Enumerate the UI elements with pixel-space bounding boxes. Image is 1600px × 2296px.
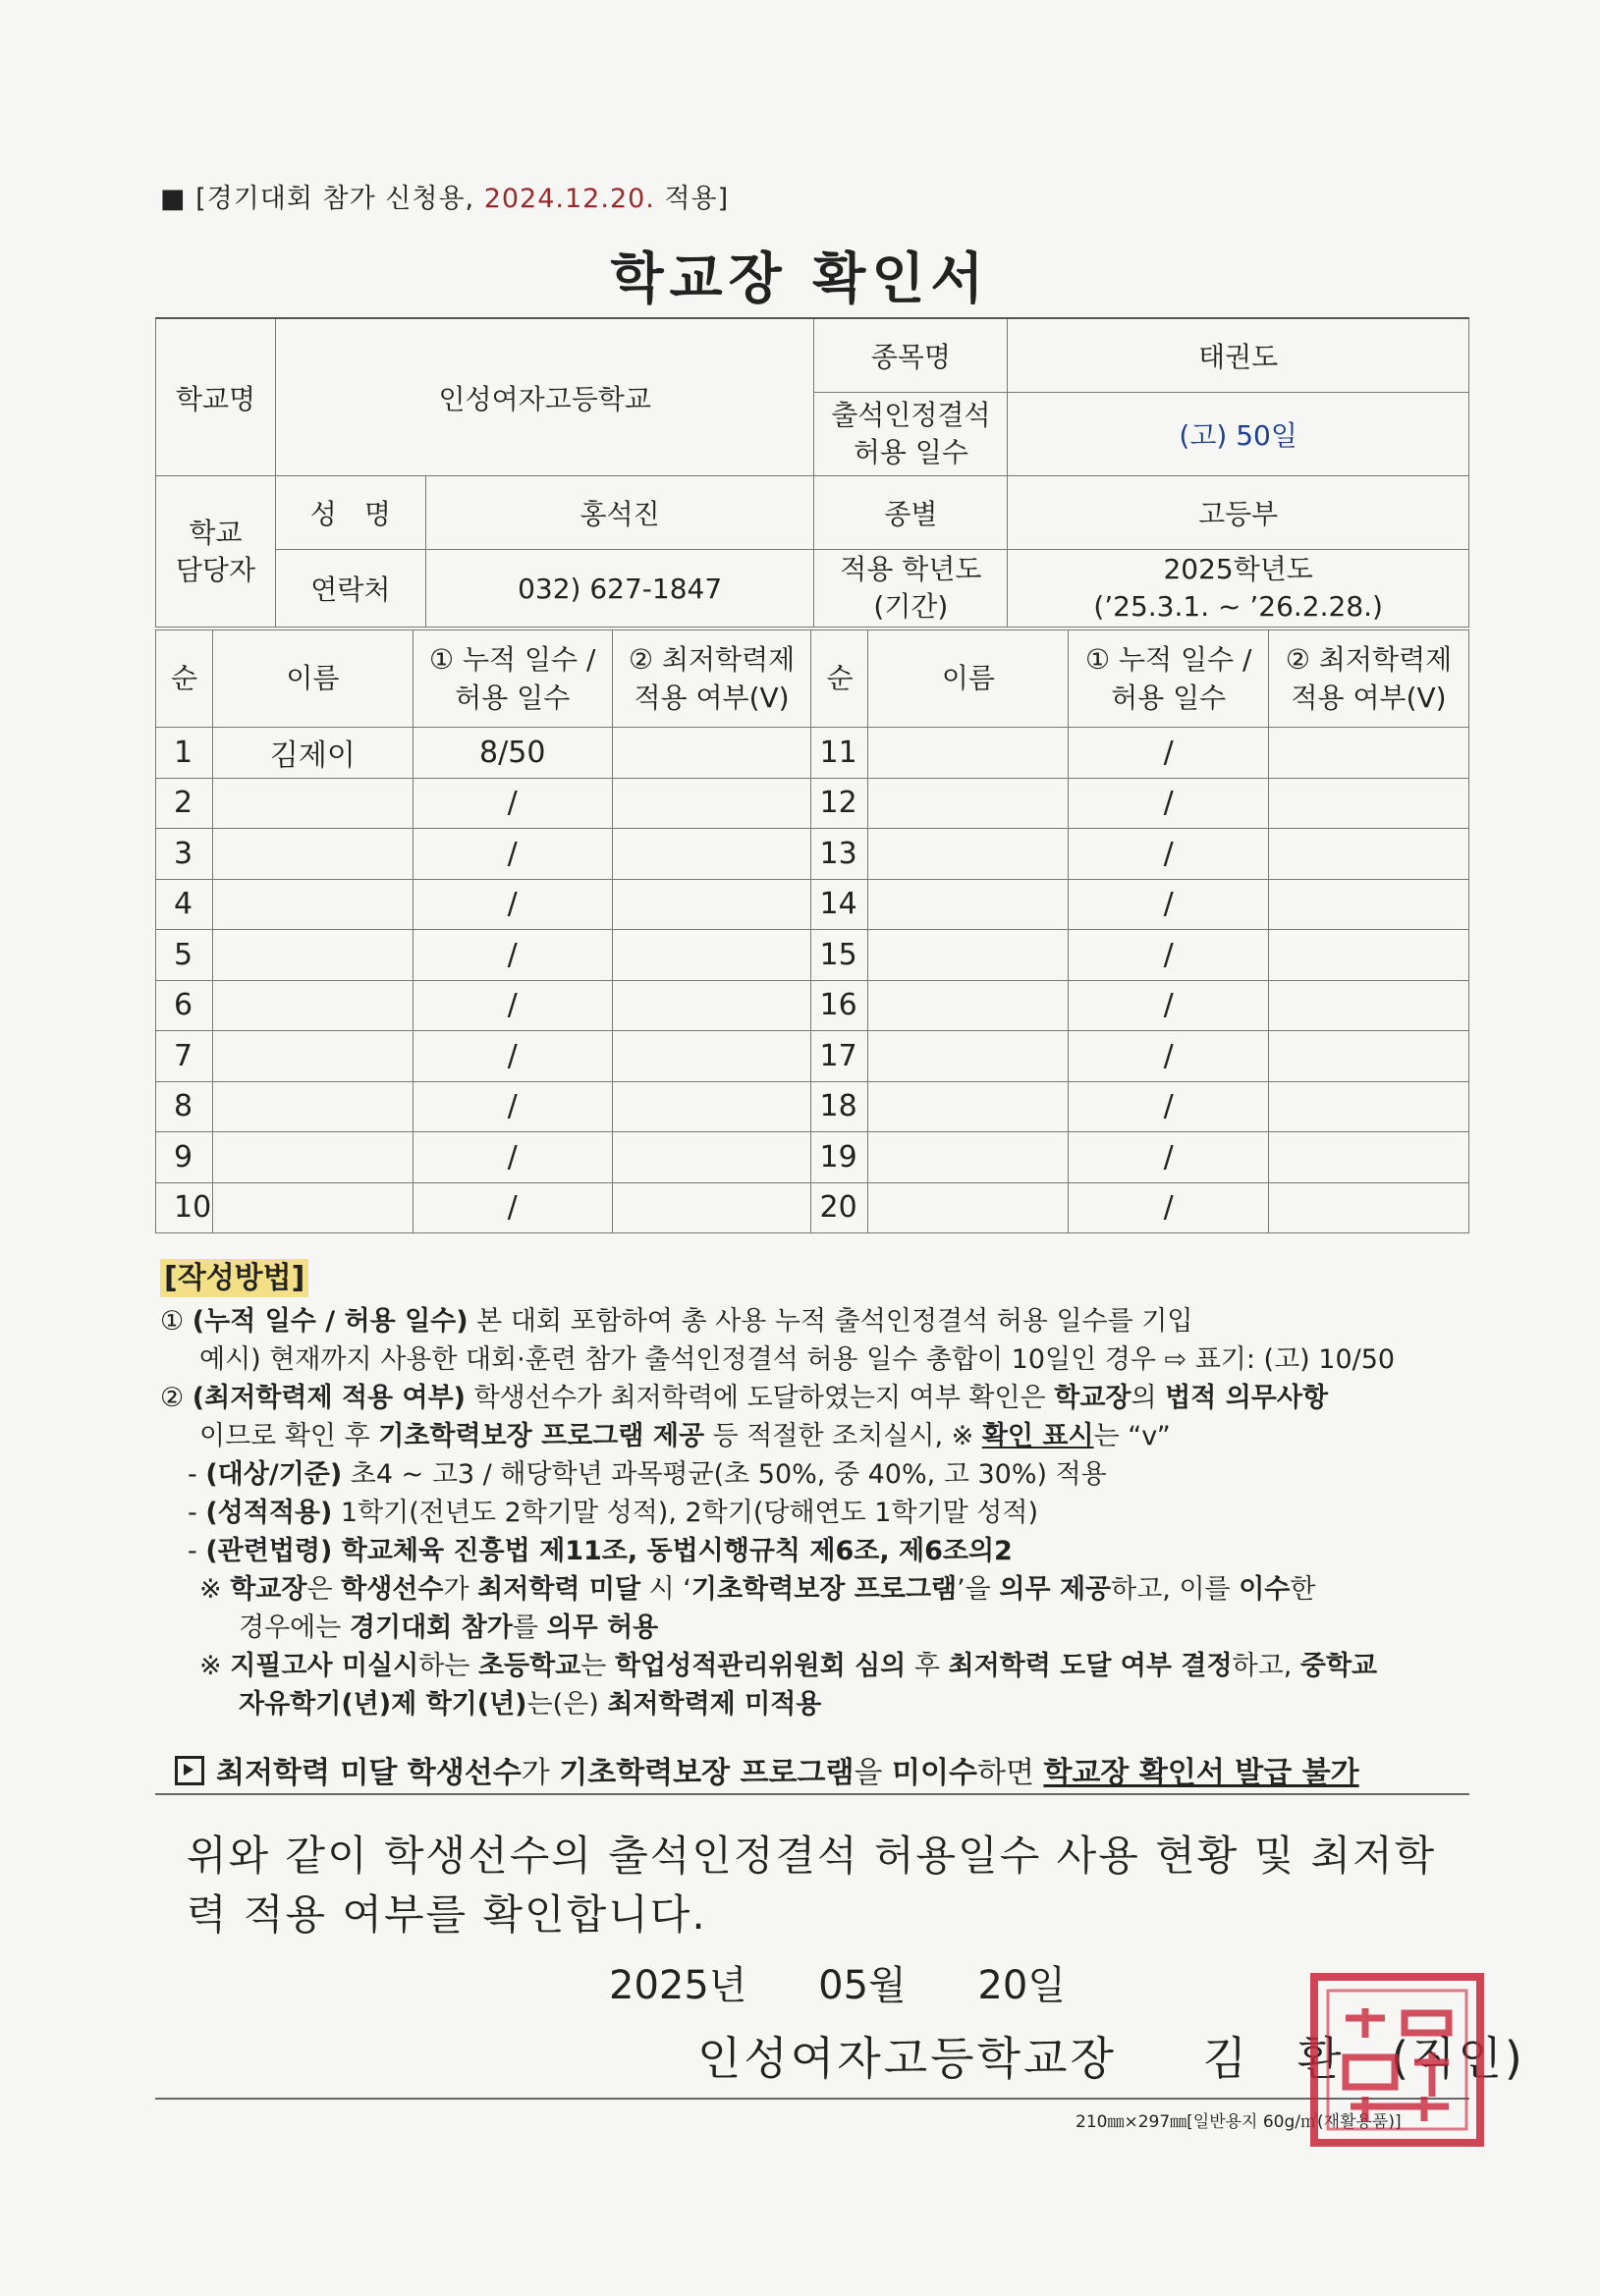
col-min-2-line1: ② 최저학력제 xyxy=(1285,642,1453,676)
final-e: 미이수 xyxy=(892,1756,977,1790)
table-row xyxy=(156,778,1469,829)
row-no: 5 xyxy=(156,930,213,981)
m-l3c: 학생선수가 최저학력에 도달하였는지 여부 확인은 xyxy=(466,1383,1055,1413)
col-days-2-line2: 허용 일수 xyxy=(1111,682,1227,714)
row-name-2 xyxy=(868,930,1069,981)
row-days-2: / xyxy=(1069,778,1269,829)
row-no: 4 xyxy=(156,879,213,930)
row-no-2: 19 xyxy=(811,1132,868,1183)
arrow-box-icon xyxy=(175,1756,204,1785)
row-min xyxy=(612,778,811,829)
row-no-2: 14 xyxy=(811,879,868,930)
page-title: 학교장 확인서 xyxy=(610,247,990,311)
issue-date xyxy=(609,1954,1066,2010)
row-days-2: / xyxy=(1069,930,1269,981)
confirm-text: 위와 같이 학생선수의 출석인정결석 허용일수 사용 현황 및 최저학력 적용 여부를 확인합니다. xyxy=(187,1831,1437,1939)
staff-label xyxy=(156,476,276,628)
allow-label-line2: 허용 일수 xyxy=(853,436,968,468)
allow-value: (고) 50일 xyxy=(1008,393,1469,476)
row-days: / xyxy=(413,1182,612,1233)
col-min-line1: ② 최저학력제 xyxy=(628,642,796,676)
row-min xyxy=(612,1182,811,1233)
col-days-line2: 허용 일수 xyxy=(455,682,571,714)
row-name xyxy=(212,930,413,981)
row-no-2: 13 xyxy=(811,829,868,880)
info-table xyxy=(155,317,1469,628)
row-min xyxy=(612,879,811,930)
col-days-2-line1: ① 누적 일수 / xyxy=(1084,642,1252,676)
signer-seal-text: (직인) xyxy=(1391,2032,1525,2085)
m-l3e: 의 xyxy=(1131,1383,1166,1413)
row-min xyxy=(612,728,811,779)
table-row xyxy=(156,1031,1469,1082)
paper-spec: 210㎜×297㎜[일반용지 60g/㎡(재활용품)] xyxy=(1076,2112,1402,2132)
row-no-2: 17 xyxy=(811,1031,868,1082)
row-days: / xyxy=(413,930,612,981)
row-days-2: / xyxy=(1069,1182,1269,1233)
year-label-line1: 적용 학년도 xyxy=(840,553,982,586)
row-min-2 xyxy=(1269,778,1469,829)
row-min xyxy=(612,930,811,981)
year-value-line2: (’25.3.1. ~ ’26.2.28.) xyxy=(1093,590,1383,623)
event-label: 종목명 xyxy=(814,318,1008,393)
col-no: 순 xyxy=(156,630,213,728)
staff-label-line2: 담당자 xyxy=(175,553,256,586)
instructions xyxy=(160,1259,1476,1723)
m-l3a: ② xyxy=(160,1383,193,1413)
row-name xyxy=(212,1132,413,1183)
date-year: 2025년 xyxy=(609,1963,747,2008)
row-min-2 xyxy=(1269,1182,1469,1233)
m-l6c: 1학기(전년도 2학기말 성적), 2학기(당해연도 1학기말 성적) xyxy=(332,1498,1038,1528)
row-days: / xyxy=(413,778,612,829)
m-l10g: 후 xyxy=(906,1651,949,1681)
divider xyxy=(155,1793,1469,1795)
m-l8b: 학교장 xyxy=(230,1574,307,1605)
row-name-2 xyxy=(868,778,1069,829)
col-days-line1: ① 누적 일수 / xyxy=(429,642,596,676)
row-no-2: 16 xyxy=(811,980,868,1031)
division-label: 종별 xyxy=(814,476,1008,550)
final-a: 최저학력 미달 학생선수 xyxy=(216,1756,522,1790)
m-l8d: 학생선수 xyxy=(341,1574,444,1605)
m-l10e: 는 xyxy=(580,1651,615,1681)
row-days-2: / xyxy=(1069,879,1269,930)
signer-name: 김 환 xyxy=(1202,2032,1345,2085)
row-days: / xyxy=(413,1132,612,1183)
school-label: 학교명 xyxy=(156,318,276,476)
row-days-2: / xyxy=(1069,1031,1269,1082)
m-l10d: 초등학교 xyxy=(477,1651,581,1681)
final-c: 기초학력보장 프로그램 xyxy=(559,1756,855,1790)
m-l10i: 하고, xyxy=(1232,1651,1300,1681)
row-no-2: 11 xyxy=(811,728,868,779)
col-min-line2: 적용 여부(V) xyxy=(634,682,790,714)
row-days: / xyxy=(413,1031,612,1082)
row-name xyxy=(212,1081,413,1132)
m-l3f: 법적 의무사항 xyxy=(1165,1383,1329,1413)
year-value xyxy=(1008,550,1469,628)
m-l7b: (관련법령) 학교체육 진흥법 제11조, 동법시행규칙 제6조, 제6조의2 xyxy=(205,1536,1013,1566)
signer-school: 인성여자고등학교장 xyxy=(697,2032,1117,2085)
m-l10f: 학업성적관리위원회 심의 xyxy=(614,1651,907,1681)
roster-header-row xyxy=(156,630,1469,728)
final-warning xyxy=(175,1748,1359,1791)
notice-prefix: ■ [경기대회 참가 신청용, xyxy=(160,184,484,214)
table-row xyxy=(156,980,1469,1031)
table-row xyxy=(156,728,1469,779)
row-name xyxy=(212,980,413,1031)
m-l7a: - xyxy=(188,1536,206,1566)
final-f: 하면 xyxy=(976,1756,1044,1790)
m-l8k: 하고, 이를 xyxy=(1111,1574,1240,1605)
row-min xyxy=(612,1081,811,1132)
col-name-2: 이름 xyxy=(868,630,1069,728)
m-l8l: 이수 xyxy=(1239,1574,1291,1605)
row-days: / xyxy=(413,980,612,1031)
row-min xyxy=(612,980,811,1031)
table-row xyxy=(156,930,1469,981)
division-value: 고등부 xyxy=(1008,476,1469,550)
row-min-2 xyxy=(1269,829,1469,880)
row-name: 김제이 xyxy=(212,728,413,779)
final-g: 학교장 확인서 발급 불가 xyxy=(1043,1756,1359,1790)
m-l5a: - xyxy=(188,1459,206,1490)
roster-body xyxy=(156,728,1469,1233)
m-l5b: (대상/기준) xyxy=(205,1459,343,1490)
row-min-2 xyxy=(1269,980,1469,1031)
m-l11a: 자유학기(년)제 학기(년) xyxy=(239,1689,527,1720)
m-l1b: (누적 일수 / 허용 일수) xyxy=(192,1306,469,1337)
notice-line xyxy=(160,177,729,215)
row-days-2: / xyxy=(1069,1081,1269,1132)
row-no: 6 xyxy=(156,980,213,1031)
m-l4e: 는 “v” xyxy=(1093,1421,1171,1451)
col-min xyxy=(612,630,811,728)
year-label xyxy=(814,550,1008,628)
year-value-line1: 2025학년도 xyxy=(1163,553,1313,586)
final-d: 을 xyxy=(854,1756,893,1790)
row-min-2 xyxy=(1269,1031,1469,1082)
m-l1c: 본 대회 포함하여 총 사용 누적 출석인정결석 허용 일수를 기입 xyxy=(468,1306,1193,1337)
method-tag: [작성방법] xyxy=(160,1259,308,1297)
name-label: 성 명 xyxy=(275,476,425,550)
m-l9a: 경우에는 xyxy=(239,1613,350,1643)
row-days-2: / xyxy=(1069,1132,1269,1183)
row-no: 9 xyxy=(156,1132,213,1183)
allow-label-line1: 출석인정결석 xyxy=(831,399,991,432)
m-l8h: 기초학력보장 프로그램 xyxy=(690,1574,958,1605)
row-name-2 xyxy=(868,879,1069,930)
m-l1a: ① xyxy=(160,1306,193,1337)
row-name xyxy=(212,1031,413,1082)
m-l8m: 한 xyxy=(1290,1574,1316,1605)
row-no-2: 20 xyxy=(811,1182,868,1233)
m-l8e: 가 xyxy=(443,1574,478,1605)
m-l6a: - xyxy=(188,1498,206,1528)
row-min-2 xyxy=(1269,930,1469,981)
row-name xyxy=(212,778,413,829)
m-l4c: 등 적절한 조치실시, ※ xyxy=(704,1421,982,1451)
roster-table xyxy=(155,629,1469,1233)
name-value: 홍석진 xyxy=(425,476,814,550)
m-l11c: 최저학력제 미적용 xyxy=(607,1689,822,1720)
row-no: 2 xyxy=(156,778,213,829)
row-no: 10 xyxy=(156,1182,213,1233)
table-row xyxy=(156,879,1469,930)
m-l3d: 학교장 xyxy=(1054,1383,1131,1413)
final-b: 가 xyxy=(521,1756,560,1790)
row-days: 8/50 xyxy=(413,728,612,779)
row-no: 8 xyxy=(156,1081,213,1132)
m-l10a: ※ xyxy=(199,1651,231,1681)
m-l4a: 이므로 확인 후 xyxy=(199,1421,379,1451)
m-l8a: ※ xyxy=(199,1574,231,1605)
row-no-2: 15 xyxy=(811,930,868,981)
row-name-2 xyxy=(868,1031,1069,1082)
row-name-2 xyxy=(868,980,1069,1031)
col-days-2 xyxy=(1069,630,1269,728)
contact-label: 연락처 xyxy=(275,550,425,628)
row-no: 1 xyxy=(156,728,213,779)
row-min-2 xyxy=(1269,728,1469,779)
m-l8c: 은 xyxy=(306,1574,342,1605)
row-no: 3 xyxy=(156,829,213,880)
m-l10j: 중학교 xyxy=(1299,1651,1378,1681)
m-l10c: 하는 xyxy=(418,1651,478,1681)
school-value: 인성여자고등학교 xyxy=(275,318,814,476)
row-no-2: 18 xyxy=(811,1081,868,1132)
col-name: 이름 xyxy=(212,630,413,728)
m-l8j: 의무 제공 xyxy=(999,1574,1112,1605)
row-name-2 xyxy=(868,1081,1069,1132)
row-min xyxy=(612,1031,811,1082)
table-row xyxy=(156,1081,1469,1132)
official-seal-icon xyxy=(1306,1969,1488,2151)
year-label-line2: (기간) xyxy=(873,590,949,623)
row-no-2: 12 xyxy=(811,778,868,829)
col-days xyxy=(413,630,612,728)
m-l11b: 는(은) xyxy=(526,1689,608,1720)
row-min-2 xyxy=(1269,879,1469,930)
row-days: / xyxy=(413,829,612,880)
table-row xyxy=(156,1132,1469,1183)
row-name xyxy=(212,879,413,930)
m-l8i: ’을 xyxy=(957,1574,1000,1605)
m-l2: 예시) 현재까지 사용한 대회·훈련 참가 출석인정결석 허용 일수 총합이 10일인 경우 ⇨ 표기: (고) 10/50 xyxy=(199,1344,1396,1375)
row-days-2: / xyxy=(1069,728,1269,779)
table-row xyxy=(156,829,1469,880)
row-days-2: / xyxy=(1069,829,1269,880)
row-min xyxy=(612,829,811,880)
col-min-2 xyxy=(1269,630,1469,728)
m-l10b: 지필고사 미실시 xyxy=(230,1651,419,1681)
row-name xyxy=(212,829,413,880)
row-no: 7 xyxy=(156,1031,213,1082)
event-value: 태권도 xyxy=(1008,318,1469,393)
m-l5c: 초4 ~ 고3 / 해당학년 과목평균(초 50%, 중 40%, 고 30%) 적용 xyxy=(342,1459,1107,1490)
m-l4b: 기초학력보장 프로그램 제공 xyxy=(378,1421,705,1451)
m-l10h: 최저학력 도달 여부 결정 xyxy=(948,1651,1233,1681)
notice-date: 2024.12.20. xyxy=(483,184,655,214)
m-l9c: 를 xyxy=(512,1613,547,1643)
allow-label xyxy=(814,393,1008,476)
row-name-2 xyxy=(868,1182,1069,1233)
notice-suffix: 적용] xyxy=(654,184,730,214)
row-name-2 xyxy=(868,728,1069,779)
contact-value: 032) 627-1847 xyxy=(425,550,814,628)
row-name-2 xyxy=(868,1132,1069,1183)
m-l8f: 최저학력 미달 xyxy=(477,1574,641,1605)
row-days: / xyxy=(413,879,612,930)
table-row xyxy=(156,1182,1469,1233)
col-no-2: 순 xyxy=(811,630,868,728)
m-l9d: 의무 허용 xyxy=(546,1613,659,1643)
row-min xyxy=(612,1132,811,1183)
row-name xyxy=(212,1182,413,1233)
m-l8g: 시 ‘ xyxy=(640,1574,691,1605)
row-min-2 xyxy=(1269,1132,1469,1183)
m-l3b: (최저학력제 적용 여부) xyxy=(192,1383,467,1413)
row-min-2 xyxy=(1269,1081,1469,1132)
row-name-2 xyxy=(868,829,1069,880)
m-l9b: 경기대회 참가 xyxy=(349,1613,513,1643)
m-l4d: 확인 표시 xyxy=(981,1421,1094,1451)
footer-divider xyxy=(155,2098,1469,2100)
m-l6b: (성적적용) xyxy=(205,1498,333,1528)
col-min-2-line2: 적용 여부(V) xyxy=(1291,682,1447,714)
date-day: 20일 xyxy=(977,1963,1066,2008)
row-days-2: / xyxy=(1069,980,1269,1031)
date-month: 05월 xyxy=(818,1963,907,2008)
row-days: / xyxy=(413,1081,612,1132)
staff-label-line1: 학교 xyxy=(189,516,243,549)
